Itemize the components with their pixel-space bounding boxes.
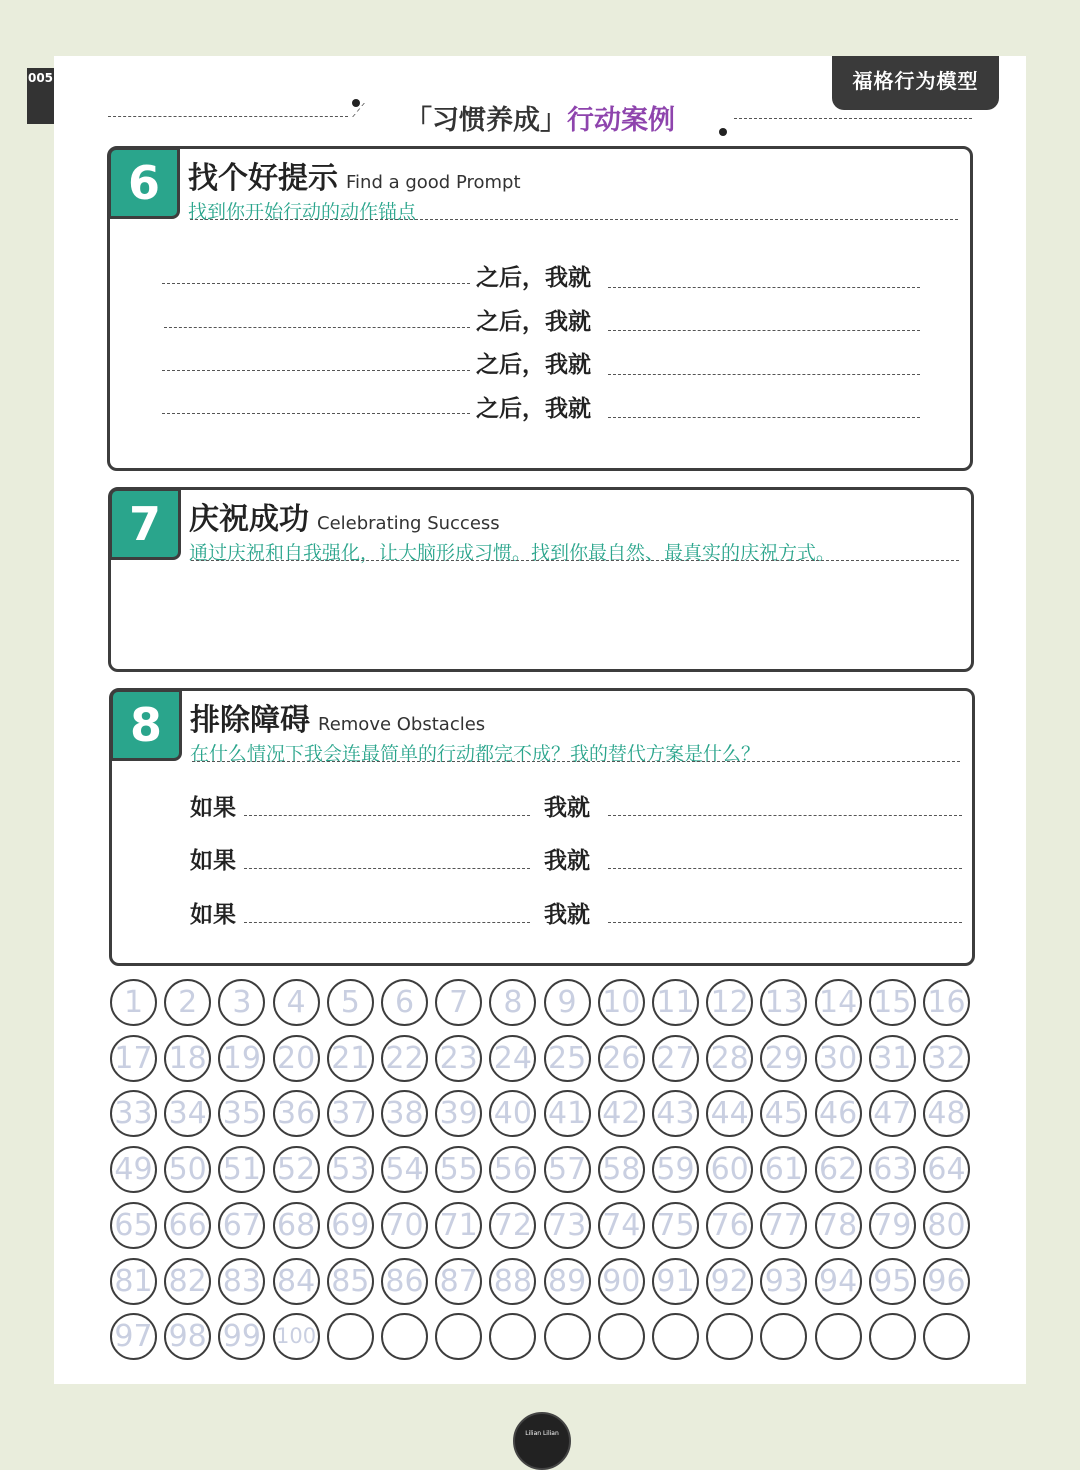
tracker-day-41[interactable]: 41 xyxy=(544,1090,591,1137)
page-number-tab: 005 xyxy=(27,68,54,124)
tracker-day-92[interactable]: 92 xyxy=(706,1258,753,1305)
tracker-day-94[interactable]: 94 xyxy=(815,1258,862,1305)
section-6-title xyxy=(188,153,958,197)
section-6-row-4-label: 之后，我就 xyxy=(476,396,591,422)
tracker-day-87[interactable]: 87 xyxy=(435,1258,482,1305)
tracker-day-81[interactable]: 81 xyxy=(110,1258,157,1305)
section-8-title xyxy=(190,695,960,739)
tracker-day-82[interactable]: 82 xyxy=(164,1258,211,1305)
section-8-row-3-if-label: 如果 xyxy=(190,902,236,928)
tracker-day-70[interactable]: 70 xyxy=(381,1202,428,1249)
tracker-day-39[interactable]: 39 xyxy=(435,1090,482,1137)
tracker-empty-circle[interactable] xyxy=(869,1313,916,1360)
tracker-day-2[interactable]: 2 xyxy=(164,979,211,1026)
tracker-day-47[interactable]: 47 xyxy=(869,1090,916,1137)
section-6-row-4-after[interactable] xyxy=(608,417,920,418)
section-6-header xyxy=(188,153,958,224)
tracker-day-85[interactable]: 85 xyxy=(327,1258,374,1305)
tracker-day-91[interactable]: 91 xyxy=(652,1258,699,1305)
tracker-day-51[interactable]: 51 xyxy=(218,1146,265,1193)
section-8-row-2-then-field[interactable] xyxy=(608,868,962,869)
section-8-row-1-then-field[interactable] xyxy=(608,815,962,816)
section-8-row-2-if-label: 如果 xyxy=(190,848,236,874)
section-8-title-cn: 排除障碍 xyxy=(190,703,310,738)
tracker-day-55[interactable]: 55 xyxy=(435,1146,482,1193)
tracker-day-10[interactable]: 10 xyxy=(598,979,645,1026)
section-6-title-cn: 找个好提示 xyxy=(188,161,338,196)
tracker-day-69[interactable]: 69 xyxy=(327,1202,374,1249)
tracker-day-67[interactable]: 67 xyxy=(218,1202,265,1249)
tracker-day-14[interactable]: 14 xyxy=(815,979,862,1026)
title-deco-dot-right xyxy=(719,128,727,136)
section-6-row-2-label: 之后，我就 xyxy=(476,309,591,335)
tracker-empty-circle[interactable] xyxy=(544,1313,591,1360)
tracker-day-15[interactable]: 15 xyxy=(869,979,916,1026)
section-7-card xyxy=(108,487,974,672)
page-title-part1: 「习惯养成」 xyxy=(405,105,567,136)
tracker-day-52[interactable]: 52 xyxy=(273,1146,320,1193)
tracker-day-46[interactable]: 46 xyxy=(815,1090,862,1137)
section-8-header-rule xyxy=(192,761,960,762)
tracker-day-93[interactable]: 93 xyxy=(760,1258,807,1305)
tracker-day-19[interactable]: 19 xyxy=(218,1035,265,1082)
tracker-day-71[interactable]: 71 xyxy=(435,1202,482,1249)
tracker-day-33[interactable]: 33 xyxy=(110,1090,157,1137)
tracker-day-13[interactable]: 13 xyxy=(760,979,807,1026)
tracker-day-20[interactable]: 20 xyxy=(273,1035,320,1082)
tracker-day-40[interactable]: 40 xyxy=(489,1090,536,1137)
tracker-day-97[interactable]: 97 xyxy=(110,1313,157,1360)
tracker-day-37[interactable]: 37 xyxy=(327,1090,374,1137)
tracker-day-74[interactable]: 74 xyxy=(598,1202,645,1249)
tracker-day-96[interactable]: 96 xyxy=(923,1258,970,1305)
tracker-day-44[interactable]: 44 xyxy=(706,1090,753,1137)
tracker-day-50[interactable]: 50 xyxy=(164,1146,211,1193)
section-6-title-en: Find a good Prompt xyxy=(346,172,521,193)
section-8-badge: 8 xyxy=(110,689,182,761)
tracker-empty-circle[interactable] xyxy=(327,1313,374,1360)
tracker-day-75[interactable]: 75 xyxy=(652,1202,699,1249)
tracker-day-45[interactable]: 45 xyxy=(760,1090,807,1137)
section-8-row-1-then-label: 我就 xyxy=(544,795,590,821)
tracker-day-54[interactable]: 54 xyxy=(381,1146,428,1193)
tracker-day-26[interactable]: 26 xyxy=(598,1035,645,1082)
section-7-subtitle: 通过庆祝和自我强化，让大脑形成习惯。找到你最自然、最真实的庆祝方式。 xyxy=(189,542,836,564)
tracker-day-5[interactable]: 5 xyxy=(327,979,374,1026)
tracker-day-56[interactable]: 56 xyxy=(489,1146,536,1193)
tracker-empty-circle[interactable] xyxy=(923,1313,970,1360)
section-8-row-3-then-field[interactable] xyxy=(608,922,962,923)
tracker-day-42[interactable]: 42 xyxy=(598,1090,645,1137)
page-title-part2: 行动案例 xyxy=(567,105,675,136)
tracker-day-79[interactable]: 79 xyxy=(869,1202,916,1249)
tracker-day-32[interactable]: 32 xyxy=(923,1035,970,1082)
tracker-empty-circle[interactable] xyxy=(815,1313,862,1360)
section-6-badge: 6 xyxy=(108,147,180,219)
tracker-day-16[interactable]: 16 xyxy=(923,979,970,1026)
tracker-day-30[interactable]: 30 xyxy=(815,1035,862,1082)
section-8-title-en: Remove Obstacles xyxy=(318,714,486,735)
tracker-day-86[interactable]: 86 xyxy=(381,1258,428,1305)
section-6-row-3-label: 之后，我就 xyxy=(476,352,591,378)
tracker-day-66[interactable]: 66 xyxy=(164,1202,211,1249)
tracker-day-48[interactable]: 48 xyxy=(923,1090,970,1137)
section-6-row-1-label: 之后，我就 xyxy=(476,265,591,291)
tracker-day-78[interactable]: 78 xyxy=(815,1202,862,1249)
tracker-day-63[interactable]: 63 xyxy=(869,1146,916,1193)
tracker-day-27[interactable]: 27 xyxy=(652,1035,699,1082)
tracker-day-28[interactable]: 28 xyxy=(706,1035,753,1082)
tracker-empty-circle[interactable] xyxy=(381,1313,428,1360)
tracker-day-68[interactable]: 68 xyxy=(273,1202,320,1249)
tracker-day-17[interactable]: 17 xyxy=(110,1035,157,1082)
section-6-row-1-before[interactable] xyxy=(162,283,470,284)
brand-logo-text: Lilian Lilian xyxy=(525,1430,559,1437)
tracker-day-65[interactable]: 65 xyxy=(110,1202,157,1249)
tracker-day-49[interactable]: 49 xyxy=(110,1146,157,1193)
tracker-day-6[interactable]: 6 xyxy=(381,979,428,1026)
tracker-day-1[interactable]: 1 xyxy=(110,979,157,1026)
tracker-day-36[interactable]: 36 xyxy=(273,1090,320,1137)
tracker-day-98[interactable]: 98 xyxy=(164,1313,211,1360)
tracker-day-35[interactable]: 35 xyxy=(218,1090,265,1137)
tracker-day-100[interactable]: 100 xyxy=(273,1313,320,1360)
section-7-title-en: Celebrating Success xyxy=(317,513,500,534)
section-8-row-2-if-field[interactable] xyxy=(244,868,530,869)
tracker-day-76[interactable]: 76 xyxy=(706,1202,753,1249)
tracker-day-18[interactable]: 18 xyxy=(164,1035,211,1082)
tracker-day-24[interactable]: 24 xyxy=(489,1035,536,1082)
tracker-day-4[interactable]: 4 xyxy=(273,979,320,1026)
section-8-card xyxy=(109,688,975,966)
section-6-row-2-before[interactable] xyxy=(164,327,470,328)
section-8-header xyxy=(190,695,960,766)
tracker-day-95[interactable]: 95 xyxy=(869,1258,916,1305)
tracker-day-3[interactable]: 3 xyxy=(218,979,265,1026)
tracker-day-80[interactable]: 80 xyxy=(923,1202,970,1249)
tracker-day-60[interactable]: 60 xyxy=(706,1146,753,1193)
section-6-row-2-after[interactable] xyxy=(608,330,920,331)
tracker-day-62[interactable]: 62 xyxy=(815,1146,862,1193)
tracker-day-8[interactable]: 8 xyxy=(489,979,536,1026)
tracker-day-9[interactable]: 9 xyxy=(544,979,591,1026)
tracker-day-34[interactable]: 34 xyxy=(164,1090,211,1137)
tracker-day-21[interactable]: 21 xyxy=(327,1035,374,1082)
title-deco-line-right xyxy=(734,118,972,119)
section-8-row-1-if-label: 如果 xyxy=(190,795,236,821)
section-6-row-4-before[interactable] xyxy=(162,413,470,414)
tracker-day-29[interactable]: 29 xyxy=(760,1035,807,1082)
tracker-day-12[interactable]: 12 xyxy=(706,979,753,1026)
tracker-day-11[interactable]: 11 xyxy=(652,979,699,1026)
section-7-header-rule xyxy=(191,560,959,561)
section-7-badge: 7 xyxy=(109,488,181,560)
tracker-day-25[interactable]: 25 xyxy=(544,1035,591,1082)
brand-tag: 福格行为模型 xyxy=(832,56,999,110)
section-8-row-1-if-field[interactable] xyxy=(244,815,530,816)
tracker-day-73[interactable]: 73 xyxy=(544,1202,591,1249)
tracker-day-23[interactable]: 23 xyxy=(435,1035,482,1082)
tracker-day-77[interactable]: 77 xyxy=(760,1202,807,1249)
tracker-day-38[interactable]: 38 xyxy=(381,1090,428,1137)
section-6-row-3-before[interactable] xyxy=(162,370,470,371)
tracker-day-88[interactable]: 88 xyxy=(489,1258,536,1305)
section-8-row-3-then-label: 我就 xyxy=(544,902,590,928)
section-6-header-rule xyxy=(190,219,958,220)
tracker-day-31[interactable]: 31 xyxy=(869,1035,916,1082)
tracker-empty-circle[interactable] xyxy=(652,1313,699,1360)
tracker-day-72[interactable]: 72 xyxy=(489,1202,536,1249)
tracker-day-84[interactable]: 84 xyxy=(273,1258,320,1305)
tracker-day-64[interactable]: 64 xyxy=(923,1146,970,1193)
tracker-day-7[interactable]: 7 xyxy=(435,979,482,1026)
section-7-header xyxy=(189,494,959,565)
section-6-subtitle: 找到你开始行动的动作锚点 xyxy=(188,201,417,223)
section-7-writing-area[interactable] xyxy=(191,570,959,661)
tracker-day-53[interactable]: 53 xyxy=(327,1146,374,1193)
section-7-title-cn: 庆祝成功 xyxy=(189,502,309,537)
tracker-day-43[interactable]: 43 xyxy=(652,1090,699,1137)
section-8-row-3-if-field[interactable] xyxy=(244,922,530,923)
tracker-day-59[interactable]: 59 xyxy=(652,1146,699,1193)
tracker-day-58[interactable]: 58 xyxy=(598,1146,645,1193)
tracker-day-22[interactable]: 22 xyxy=(381,1035,428,1082)
section-8-subtitle: 在什么情况下我会连最简单的行动都完不成？我的替代方案是什么？ xyxy=(190,743,761,765)
tracker-day-90[interactable]: 90 xyxy=(598,1258,645,1305)
brand-logo xyxy=(513,1412,571,1470)
tracker-day-89[interactable]: 89 xyxy=(544,1258,591,1305)
tracker-day-61[interactable]: 61 xyxy=(760,1146,807,1193)
section-6-row-1-after[interactable] xyxy=(608,287,920,288)
tracker-day-83[interactable]: 83 xyxy=(218,1258,265,1305)
section-7-title xyxy=(189,494,959,538)
section-8-row-2-then-label: 我就 xyxy=(544,848,590,874)
section-6-row-3-after[interactable] xyxy=(608,374,920,375)
tracker-empty-circle[interactable] xyxy=(598,1313,645,1360)
tracker-day-57[interactable]: 57 xyxy=(544,1146,591,1193)
tracker-day-99[interactable]: 99 xyxy=(218,1313,265,1360)
section-6-card xyxy=(107,146,973,471)
